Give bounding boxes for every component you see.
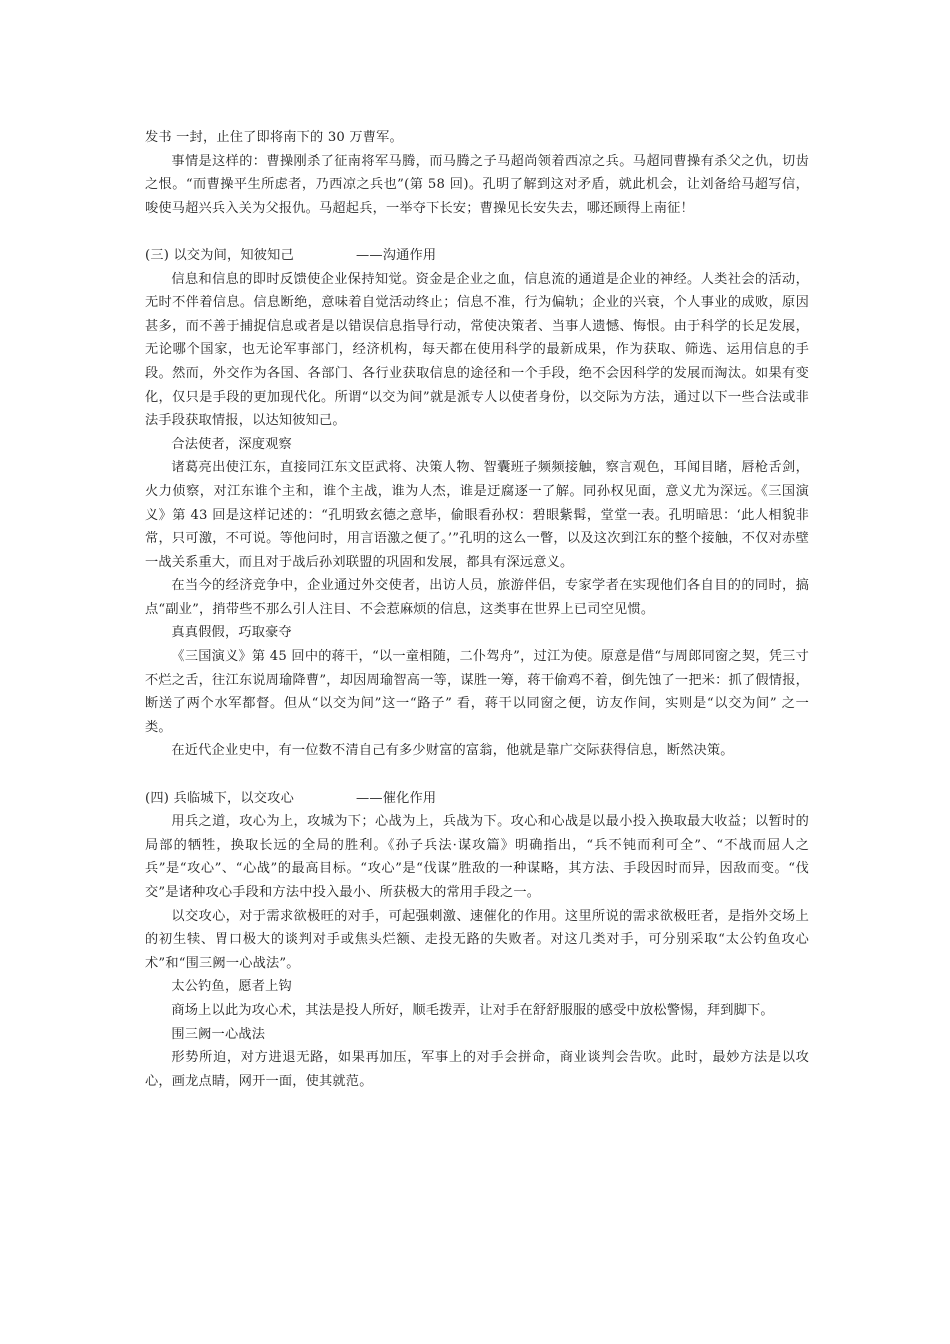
subheading: 合法使者，深度观察 <box>171 436 292 452</box>
section-heading <box>145 244 809 268</box>
section-title: (三) 以交为间，知彼知己 <box>145 247 294 263</box>
paragraph: 《三国演义》第 45 回中的蒋干，“以一童相随，二仆驾舟”，过江为使。原意是借“与周郎同窗之契，凭三寸不烂之舌，往江东说周瑜降曹”，却因周瑜智高一等，谋胜一筹，蒋干偷鸡不着，倒先蚀了一把米：抓了假情报，断送了两个水军都督。但从“以交为间”这一“路子” 看，蒋干以同窗之便，访友作间，实则是“以交为间” 之一类。 <box>145 649 809 735</box>
paragraph: 发书 一封，止住了即将南下的 30 万曹军。 <box>145 130 403 145</box>
paragraph: 用兵之道，攻心为上，攻城为下；心战为上，兵战为下。攻心和心战是以最小投入换取最大收益；以暂时的局部的牺牲，换取长远的全局的胜利。《孙子兵法·谋攻篇》明确指出，“兵不钝而利可全”、“不战而屈人之兵”是“攻心”、“心战”的最高目标。“攻心”是“伐谋”胜敌的一种谋略，其方法、手段因时而异，因敌而变。“伐交”是诸种攻心手段和方法中投入最小、所获极大的常用手段之一。 <box>145 814 809 900</box>
paragraph: 事情是这样的：曹操刚杀了征南将军马腾，而马腾之子马超尚领着西凉之兵。马超同曹操有杀父之仇，切齿之恨。“而曹操平生所虑者，乃西凉之兵也”(第 58 回)。孔明了解到这对矛盾，就此机会，让刘备给马超写信，唆使马超兴兵入关为父报仇。马超起兵，一举夺下长安；曹操见长安失去，哪还顾得上南征！ <box>145 153 809 216</box>
subheading: 太公钓鱼，愿者上钩 <box>171 979 292 995</box>
section-role: ——沟通作用 <box>355 247 437 263</box>
paragraph: 商场上以此为攻心术，其法是投人所好，顺毛拨弄，让对手在舒舒服服的感受中放松警惕，拜到脚下。 <box>171 1002 774 1018</box>
subheading: 围三阙一心战法 <box>171 1026 266 1042</box>
paragraph: 以交攻心，对于需求欲极旺的对手，可起强刺激、速催化的作用。这里所说的需求欲极旺者，是指外交场上的初生犊、胃口极大的谈判对手或焦头烂额、走投无路的失败者。对这几类对手，可分别采取“太公钓鱼攻心术”和“围三阙一心战法”。 <box>145 908 809 971</box>
spacer <box>145 220 809 244</box>
paragraph: 在近代企业史中，有一位数不清自己有多少财富的富翁，他就是靠广交际获得信息，断然决策。 <box>171 743 734 759</box>
section-role: ——催化作用 <box>355 790 437 806</box>
section-heading <box>145 787 809 811</box>
paragraph: 诸葛亮出使江东，直接同江东文臣武将、决策人物、智囊班子频频接触，察言观色，耳闻目睹，唇枪舌剑，火力侦察，对江东谁个主和，谁个主战，谁为人杰，谁是迂腐逐一了解。同孙权见面，意义尤为深远。《三国演义》第 43 回是这样记述的：“孔明致玄德之意毕，偷眼看孙权：碧眼紫髯，堂堂一表。孔明暗思：‘此人相貌非常，只可激，不可说。等他问时，用言语激之便了。’”孔明的这么一瞥，以及这次到江东的整个接触，不仅对赤壁一战关系重大，而且对于战后孙刘联盟的巩固和发展，都具有深远意义。 <box>145 460 809 570</box>
paragraph: 信息和信息的即时反馈使企业保持知觉。资金是企业之血，信息流的通道是企业的神经。人类社会的活动，无时不伴着信息。信息断绝，意味着自觉活动终止；信息不准，行为偏轨；企业的兴衰，个人事业的成败，原因甚多，而不善于捕捉信息或者是以错误信息指导行动，常使决策者、当事人遗憾、悔恨。由于科学的长足发展，无论哪个国家，也无论军事部门，经济机构，每天都在使用科学的最新成果，作为获取、筛选、运用信息的手段。然而，外交作为各国、各部门、各行业获取信息的途径和一个手段，绝不会因科学的发展而淘汰。如果有变化，仅只是手段的更加现代化。所谓“以交为间”就是派专人以使者身份，以交际为方法，通过以下一些合法或非法手段获取情报，以达知彼知己。 <box>145 271 809 429</box>
subheading: 真真假假，巧取豪夺 <box>171 625 292 641</box>
document-page <box>145 126 809 1093</box>
section-title: (四) 兵临城下，以交攻心 <box>145 790 294 806</box>
paragraph: 在当今的经济竞争中，企业通过外交使者，出访人员，旅游伴侣，专家学者在实现他们各自目的的同时，搞点“副业”，捎带些不那么引人注目、不会惹麻烦的信息，这类事在世界上已司空见惯。 <box>145 578 809 617</box>
paragraph: 形势所迫，对方进退无路，如果再加压，军事上的对手会拼命，商业谈判会告吹。此时，最妙方法是以攻心，画龙点睛，网开一面，使其就范。 <box>145 1050 809 1089</box>
spacer <box>145 763 809 787</box>
